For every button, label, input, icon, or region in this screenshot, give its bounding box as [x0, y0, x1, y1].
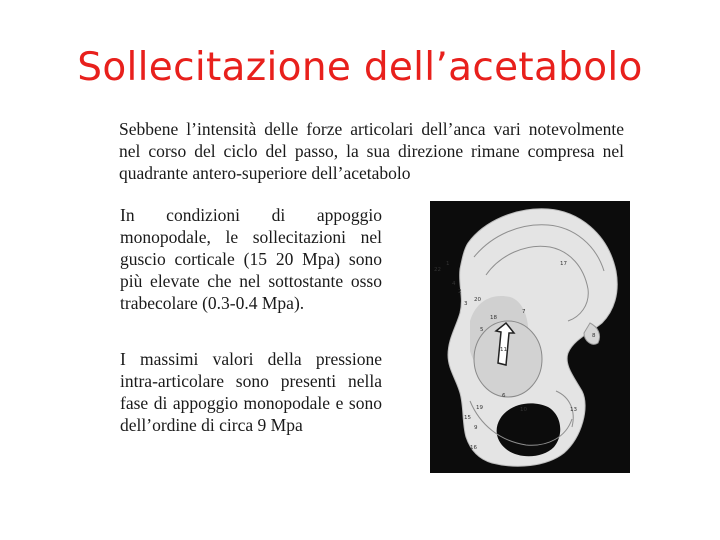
slide-title: Sollecitazione dell’acetabolo [77, 45, 643, 90]
figure-label: 13 [570, 407, 577, 413]
figure-label: 6 [502, 393, 506, 399]
figure-label: 8 [592, 333, 596, 339]
figure-label: 1 [446, 261, 450, 267]
figure-label: 2 [458, 289, 462, 295]
figure-label: 19 [476, 405, 483, 411]
figure-label: 20 [474, 297, 481, 303]
figure-label: 11 [500, 347, 507, 353]
hip-bone-illustration [430, 201, 630, 473]
figure-label: 3 [464, 301, 468, 307]
figure-label: 4 [452, 281, 456, 287]
figure-label: 10 [520, 407, 527, 413]
monopodal-stress-paragraph: In condizioni di appoggio monopodale, le sollecitazioni nel guscio corticale (15 20 Mpa) sono più elevate che nel sottostante osso trabecolare (0.3-0.4 Mpa). [120, 205, 382, 313]
figure-label: 7 [522, 309, 526, 315]
figure-label: 9 [474, 425, 478, 431]
pressure-paragraph: I massimi valori della pressione intra-articolare sono presenti nella fase di appoggio monopodale e sono dell’ordine di circa 9 Mpa [120, 349, 382, 435]
figure-label: 18 [490, 315, 497, 321]
hip-bone-figure [430, 201, 630, 473]
figure-label: 16 [470, 445, 477, 451]
figure-label: 5 [480, 327, 484, 333]
figure-label: 15 [464, 415, 471, 421]
figure-label: 22 [434, 267, 441, 273]
intro-paragraph: Sebbene l’intensità delle forze articolari dell’anca vari notevolmente nel corso del ciclo del passo, la sua direzione rimane compresa nel quadrante antero-superiore dell’acetabolo [119, 119, 624, 183]
figure-label: 17 [560, 261, 567, 267]
